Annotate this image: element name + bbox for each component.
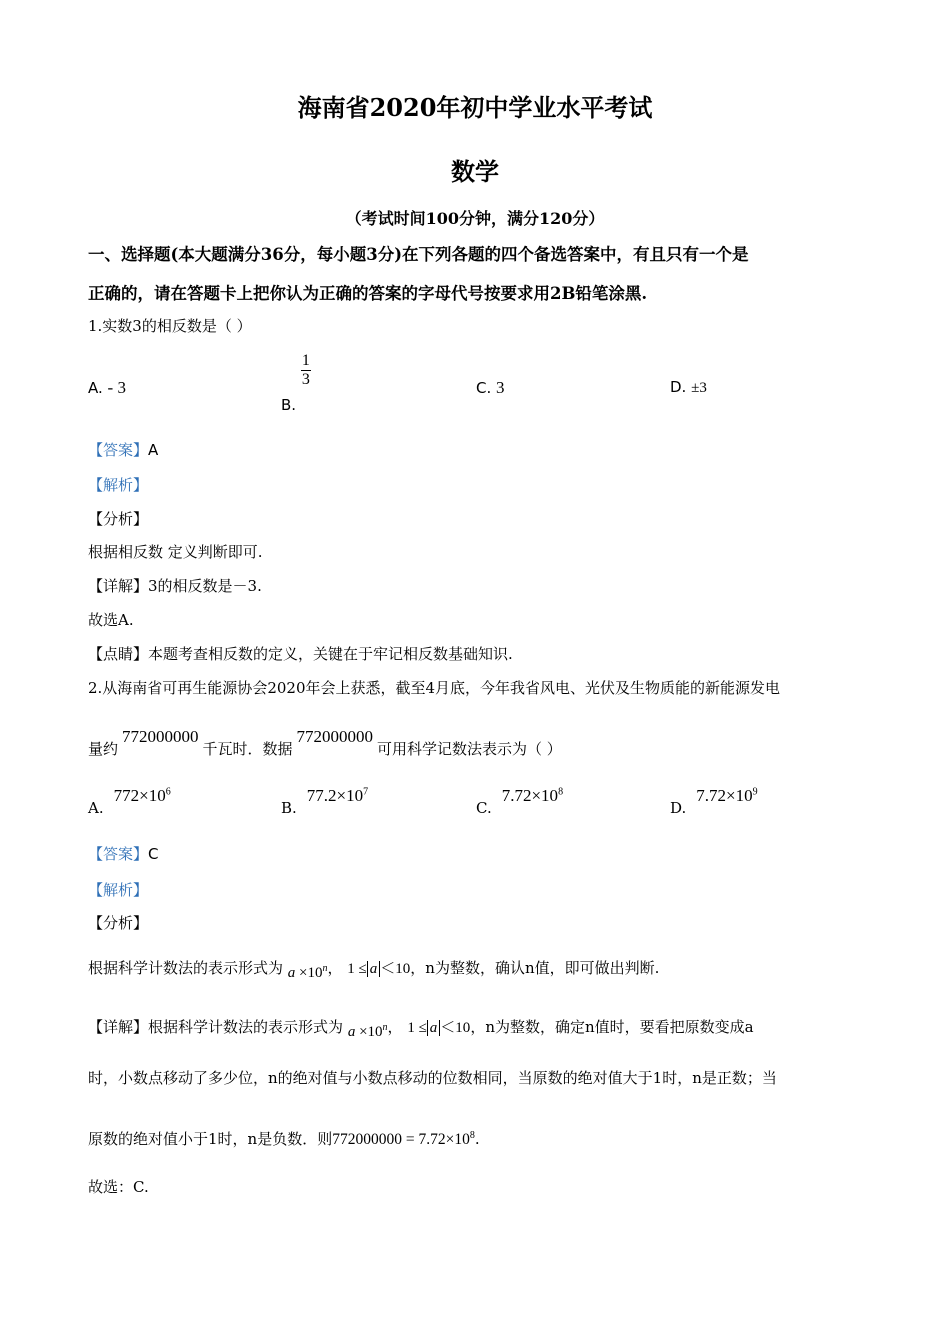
q2-option-c [476, 786, 564, 817]
answer-tag: 【答案】 [88, 441, 149, 459]
q2-option-c-base: 7.72×10 [501, 786, 559, 805]
range-expr-2 [407, 1020, 470, 1036]
q2-option-d [670, 786, 758, 817]
q2-stem-mid: 千瓦时．数据 [202, 740, 293, 758]
range-pre: 1 ≤ [407, 1020, 427, 1036]
q1-option-b [281, 352, 311, 414]
q1-fenxi-tag: 【分析】 [88, 510, 149, 528]
sci-form-exp: n [382, 1022, 388, 1033]
q1-answer-value: A [148, 441, 159, 459]
q2-fenxi-pre: 根据科学计数法的表示形式为 [88, 959, 284, 977]
q2-number-1: 772000000 [122, 727, 199, 746]
range-abs-a: a [427, 1020, 441, 1036]
q1-choose: 故选A. [88, 611, 134, 629]
q2-option-d-base: 7.72×10 [696, 786, 753, 805]
q2-analysis-tag: 【解析】 [88, 881, 149, 899]
sci-form-times: ×10 [359, 1024, 383, 1040]
q1-option-a [88, 378, 126, 398]
q1-option-d-value: ±3 [691, 380, 707, 396]
q1-comment [88, 643, 513, 664]
q2-option-b [281, 786, 369, 817]
q1-option-c [476, 378, 505, 398]
q2-detail-line1: 【详解】根据科学计数法的表示形式为 $a \times 10^n$， 1 ≤ a ＜10，n为整数，确定n值时，要看把原数变成a [88, 1018, 754, 1040]
q1-option-a-value: - 3 [107, 378, 126, 397]
q2-stem-pre: 量约 [88, 740, 119, 758]
doc-subject: 数学 [451, 157, 499, 186]
range-post: ＜10 [440, 1020, 471, 1036]
range-pre: 1 ≤ [347, 961, 367, 977]
q1-option-c-value: 3 [496, 378, 505, 397]
q2-option-c-label: C. [476, 799, 492, 817]
q2-detail-line3: 原数的绝对值小于1时，n是负数．则$772000000 = 7.72\times 10^8$. [88, 1130, 480, 1148]
sci-form-exp: n [322, 963, 328, 974]
q2-detail-post: ，n为整数，确定n值时，要看把原数变成a [470, 1018, 754, 1036]
q2-stem-line2 [88, 726, 562, 758]
q2-option-d-label: D. [670, 799, 687, 817]
q2-number-2: 772000000 [296, 727, 374, 746]
fraction-numerator: 1 [301, 352, 310, 369]
q2-detail-line3-pre: 原数的绝对值小于1时，n是负数．则 [88, 1130, 333, 1148]
sci-form-a: a [287, 965, 296, 981]
q1-detail-text: 3的相反数是－3. [148, 577, 262, 595]
q2-equation: 772000000 = 7.72×10 [332, 1131, 470, 1148]
q1-option-b-label: B. [281, 396, 297, 414]
q1-option-b-fraction [301, 352, 311, 389]
q2-fenxi-tag: 【分析】 [88, 914, 149, 932]
detail-tag: 【详解】 [88, 1018, 149, 1036]
q2-choose: 故选：C. [88, 1178, 149, 1196]
comment-tag: 【点睛】 [88, 645, 149, 663]
q2-stem-line1: 2.从海南省可再生能源协会2020年会上获悉，截至4月底，今年我省风电、光伏及生物质能的新能源发电 [88, 679, 781, 697]
q2-option-c-exp: 8 [558, 786, 564, 798]
q2-fenxi: 根据科学计数法的表示形式为 $a \times 10^n$， 1 ≤ a ＜10，n为整数，确认n值，即可做出判断. [88, 959, 660, 981]
q2-option-a-base: 772×10 [113, 786, 166, 805]
q2-answer-value: C [148, 845, 159, 863]
q1-fenxi: 根据相反数 定义判断即可. [88, 543, 263, 561]
section1-line2: 正确的，请在答题卡上把你认为正确的答案的字母代号按要求用2B铅笔涂黑. [88, 284, 648, 303]
sci-form-times: ×10 [299, 965, 323, 981]
q1-detail [88, 575, 262, 596]
q2-detail-pre: 根据科学计数法的表示形式为 [148, 1018, 344, 1036]
q2-option-a-label: A. [88, 799, 104, 817]
sci-form [288, 965, 328, 981]
q1-analysis-tag: 【解析】 [88, 476, 149, 494]
section1-line1: 一、选择题(本大题满分36分，每小题3分)在下列各题的四个备选答案中，有且只有一个是 [88, 245, 749, 264]
doc-title: 海南省2020年初中学业水平考试 [297, 93, 653, 122]
q2-option-a-exp: 6 [165, 786, 171, 798]
q2-answer [88, 843, 159, 864]
q1-option-a-label: A. [88, 379, 103, 397]
q2-equation-exp: 8 [469, 1130, 475, 1141]
detail-tag: 【详解】 [88, 577, 149, 595]
q2-fenxi-post: ，n为整数，确认n值，即可做出判断. [410, 959, 660, 977]
exam-info: （考试时间100分钟，满分120分） [345, 209, 605, 228]
answer-tag: 【答案】 [88, 845, 149, 863]
q2-option-d-exp: 9 [752, 786, 758, 798]
q1-answer [88, 439, 158, 460]
range-post: ＜10 [380, 961, 411, 977]
fraction-denominator: 3 [301, 371, 310, 388]
q2-option-b-base: 77.2×10 [306, 786, 364, 805]
q1-option-d [670, 378, 707, 397]
q1-stem: 1.实数3的相反数是（ ） [88, 317, 252, 335]
q1-option-d-label: D. [670, 378, 687, 396]
range-expr [347, 961, 410, 977]
q1-comment-text: 本题考查相反数的定义，关键在于牢记相反数基础知识. [148, 645, 513, 663]
q2-option-b-exp: 7 [363, 786, 369, 798]
q2-option-a [88, 786, 171, 817]
sci-form-a: a [347, 1024, 356, 1040]
q1-option-c-label: C. [476, 379, 492, 397]
q2-stem-post: 可用科学记数法表示为（ ） [377, 740, 562, 758]
sci-form-2 [348, 1024, 388, 1040]
q2-option-b-label: B. [281, 799, 297, 817]
range-abs-a: a [367, 961, 381, 977]
q2-detail-line2: 时，小数点移动了多少位，n的绝对值与小数点移动的位数相同，当原数的绝对值大于1时，n是正数；当 [88, 1069, 777, 1087]
